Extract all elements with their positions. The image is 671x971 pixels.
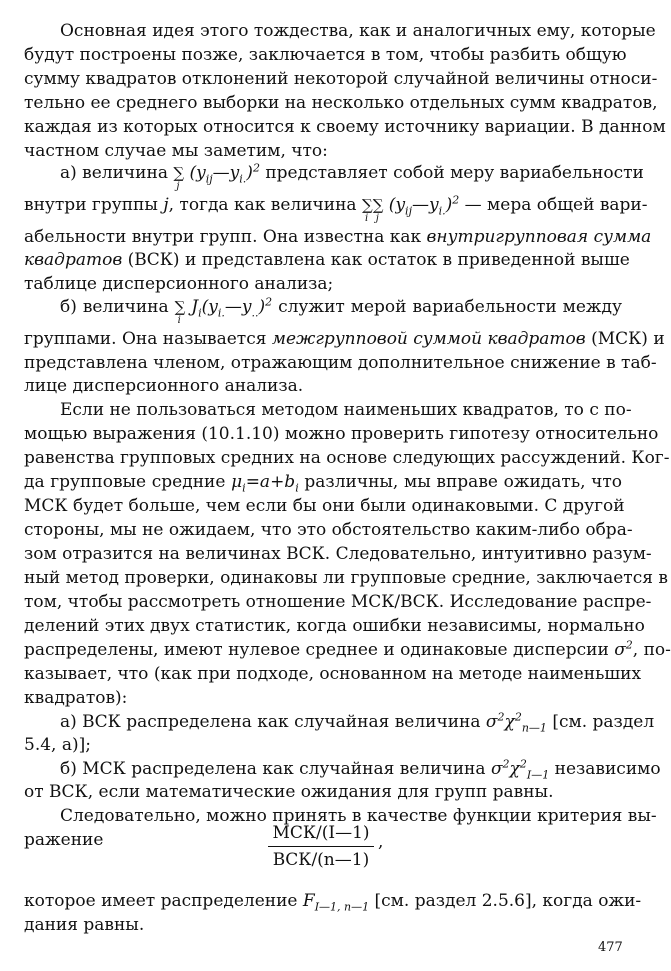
- text-line: [24, 710, 655, 735]
- formula-group-mean: $\mu_i=a+b_i$: [231, 472, 299, 495]
- text-span: а) ВСК распределена как случайная величина: [60, 712, 481, 732]
- text-span: группами. Она называется: [24, 329, 267, 349]
- text-line: ражение: [24, 830, 104, 850]
- fraction-numerator: МСК/(I—1): [272, 823, 370, 843]
- term-italic: межгрупповой суммой квадратов: [271, 329, 586, 349]
- text-line: тельно ее среднего выборки на несколько отдельных сумм квадратов,: [24, 93, 658, 113]
- text-line: от ВСК, если математические ожидания для групп равны.: [24, 782, 554, 802]
- text-span: б) величина: [60, 297, 169, 317]
- text-line: [24, 328, 665, 350]
- text-line: мощью выражения (10.1.10) можно проверить гипотезу относительно: [24, 424, 659, 444]
- formula-chi-i: $\sigma^2\chi^2_{I—1}$: [490, 757, 550, 782]
- text-line: дания равны.: [24, 915, 145, 935]
- text-span: служит мерой вариабельности между: [278, 297, 623, 317]
- text-span: , тогда как величина: [168, 195, 357, 215]
- text-line: будут построены позже, заключается в том, чтобы разбить общую: [24, 45, 627, 65]
- formula-double-sum: ∑ i ∑ j $(y_{ij}—y_{i.})^2$: [361, 193, 460, 224]
- text-span: (МСК) и: [591, 329, 665, 349]
- page-number: 477: [598, 940, 623, 955]
- text-span: которое имеет распределение: [24, 891, 298, 911]
- text-line: квадратов):: [24, 688, 128, 708]
- text-span: [см. раздел: [552, 712, 655, 732]
- text-span: представляет собой меру вариабельности: [265, 163, 644, 183]
- text-line: Основная идея этого тождества, как и аналогичных ему, которые: [60, 21, 656, 41]
- text-line: частном случае мы заметим, что:: [24, 141, 328, 161]
- formula-between-group: ∑ i $J_i(y_{i.}—y_{..})^2$: [174, 295, 273, 326]
- text-line: [24, 226, 652, 248]
- fraction-comma: ,: [378, 832, 384, 852]
- text-line: Если не пользоваться методом наименьших квадратов, то с по-: [60, 400, 632, 420]
- text-span: [см. раздел 2.5.6], когда ожи-: [374, 891, 642, 911]
- text-line: таблице дисперсионного анализа;: [24, 274, 334, 294]
- formula-sigma-squared: $\sigma^2$: [614, 638, 633, 660]
- text-span: абельности внутри групп. Она известна как: [24, 227, 422, 247]
- variable-j: j: [163, 195, 169, 215]
- text-span: б) МСК распределена как случайная величина: [60, 759, 486, 779]
- text-span: да групповые средние: [24, 472, 226, 492]
- text-line: [24, 638, 671, 661]
- text-span: внутри группы: [24, 195, 158, 215]
- text-line: том, чтобы рассмотреть отношение МСК/ВСК. Исследование распре-: [24, 592, 652, 612]
- text-line: ный метод проверки, одинаковы ли групповые средние, заключается в: [24, 568, 668, 588]
- text-line: [24, 757, 661, 782]
- formula-sum-within-group: ∑ j $(y_{ij}—y_{i.})^2$: [173, 161, 260, 192]
- text-span: независимо: [554, 759, 661, 779]
- fraction-formula: [266, 822, 376, 871]
- text-line: лице дисперсионного анализа.: [24, 376, 304, 396]
- text-span: различны, мы вправе ожидать, что: [304, 472, 623, 492]
- text-line: каждая из которых относится к своему источнику вариации. В данном: [24, 117, 666, 137]
- text-line: Следовательно, можно принять в качестве функции критерия вы-: [60, 806, 657, 826]
- text-line: делений этих двух статистик, когда ошибки независимы, нормально: [24, 616, 645, 636]
- text-line: МСК будет больше, чем если бы они были одинаковыми. С другой: [24, 496, 625, 516]
- text-line: [24, 249, 630, 271]
- text-line: сумму квадратов отклонений некоторой случайной величины относи-: [24, 69, 658, 89]
- text-line: представлена членом, отражающим дополнительное снижение в таб-: [24, 353, 657, 373]
- text-line: равенства групповых средних на основе следующих рассуждений. Ког-: [24, 448, 670, 468]
- text-span: а) величина: [60, 163, 168, 183]
- text-line: 5.4, а)];: [24, 735, 91, 755]
- text-span: распределены, имеют нулевое среднее и одинаковые дисперсии: [24, 640, 609, 660]
- text-span: (ВСК) и представлена как остаток в приведенной выше: [127, 250, 630, 270]
- text-line: [24, 161, 644, 192]
- text-line: [24, 890, 642, 914]
- formula-chi-n: $\sigma^2\chi^2_{n—1}$: [485, 710, 547, 735]
- text-line: [24, 295, 623, 326]
- text-line: казывает, что (как при подходе, основанном на методе наименьших: [24, 664, 642, 684]
- text-span: — мера общей вари-: [464, 195, 648, 215]
- formula-f-distribution: $F_{I—1, n—1}$: [302, 891, 370, 914]
- term-italic: внутригрупповая сумма: [426, 227, 652, 247]
- text-line: стороны, мы не ожидаем, что это обстоятельство каким-либо обра-: [24, 520, 633, 540]
- fraction-denominator: ВСК/(n—1): [272, 850, 370, 870]
- text-span: , по-: [632, 640, 671, 660]
- text-line: [24, 471, 622, 493]
- text-line: [24, 193, 648, 224]
- text-line: зом отразится на величинах ВСК. Следовательно, интуитивно разум-: [24, 544, 652, 564]
- term-italic: квадратов: [24, 250, 123, 270]
